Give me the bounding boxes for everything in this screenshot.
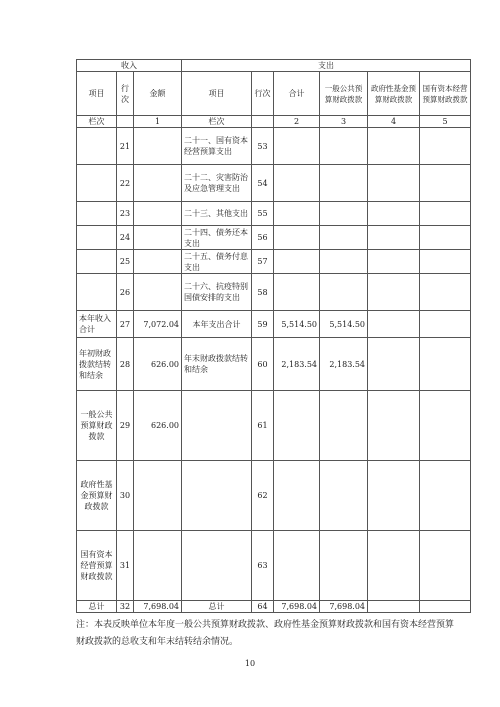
general-public-header: 一般公共预算财政拨款 [320,72,368,116]
expense-header: 支出 [182,60,471,72]
table-note: 注：本表反映单位本年度一般公共预算财政拨款、政府性基金预算财政拨款和国有资本经营预算财政拨款的总收支和年末结转结余情况。 [76,620,455,647]
expense-row-no-header: 行次 [252,72,274,116]
column-number: 4 [368,116,420,128]
total-header: 合计 [274,72,320,116]
state-capital-header: 国有资本经营预算财政拨款 [420,72,471,116]
table-row: 政府性基金预算财政拨款 30 62 [77,461,471,531]
empty-cell [252,116,274,128]
financial-table [76,59,471,613]
column-number: 1 [134,116,182,128]
page-number: 10 [244,659,256,668]
column-number: 5 [420,116,471,128]
table-row: 21 二十一、国有资本经营预算支出 53 [77,128,471,165]
grand-total-row: 总计 32 7,698.04 总计 64 7,698.04 7,698.04 [77,601,471,613]
column-number: 3 [320,116,368,128]
table-row: 24 二十四、债务还本支出 56 [77,226,471,250]
table-row: 一般公共预算财政拨款 29 626.00 61 [77,391,471,461]
table-row: 年初财政拨款结转和结余 28 626.00 年末财政拨款结转和结余 60 2,183.54 2,183.54 [77,338,471,391]
expense-item-header: 项目 [182,72,252,116]
empty-cell [117,116,134,128]
income-row-no-header: 行次 [117,72,134,116]
table-row: 22 二十二、灾害防治及应急管理支出 54 [77,165,471,202]
column-label: 栏次 [182,116,252,128]
column-label: 栏次 [77,116,117,128]
table-row: 23 二十三、其他支出 55 [77,202,471,226]
column-number: 2 [274,116,320,128]
table-row: 25 二十五、债务付息支出 57 [77,250,471,274]
income-header: 收入 [77,60,182,72]
table-row: 国有资本经营预算财政拨款 31 63 [77,531,471,601]
income-item-header: 项目 [77,72,117,116]
table-row: 26 二十六、抗疫特别国债安排的支出 58 [77,274,471,311]
income-amount-header: 金额 [134,72,182,116]
gov-fund-header: 政府性基金预算财政拨款 [368,72,420,116]
table-row: 本年收入合计 27 7,072.04 本年支出合计 59 5,514.50 5,514.50 [77,311,471,338]
